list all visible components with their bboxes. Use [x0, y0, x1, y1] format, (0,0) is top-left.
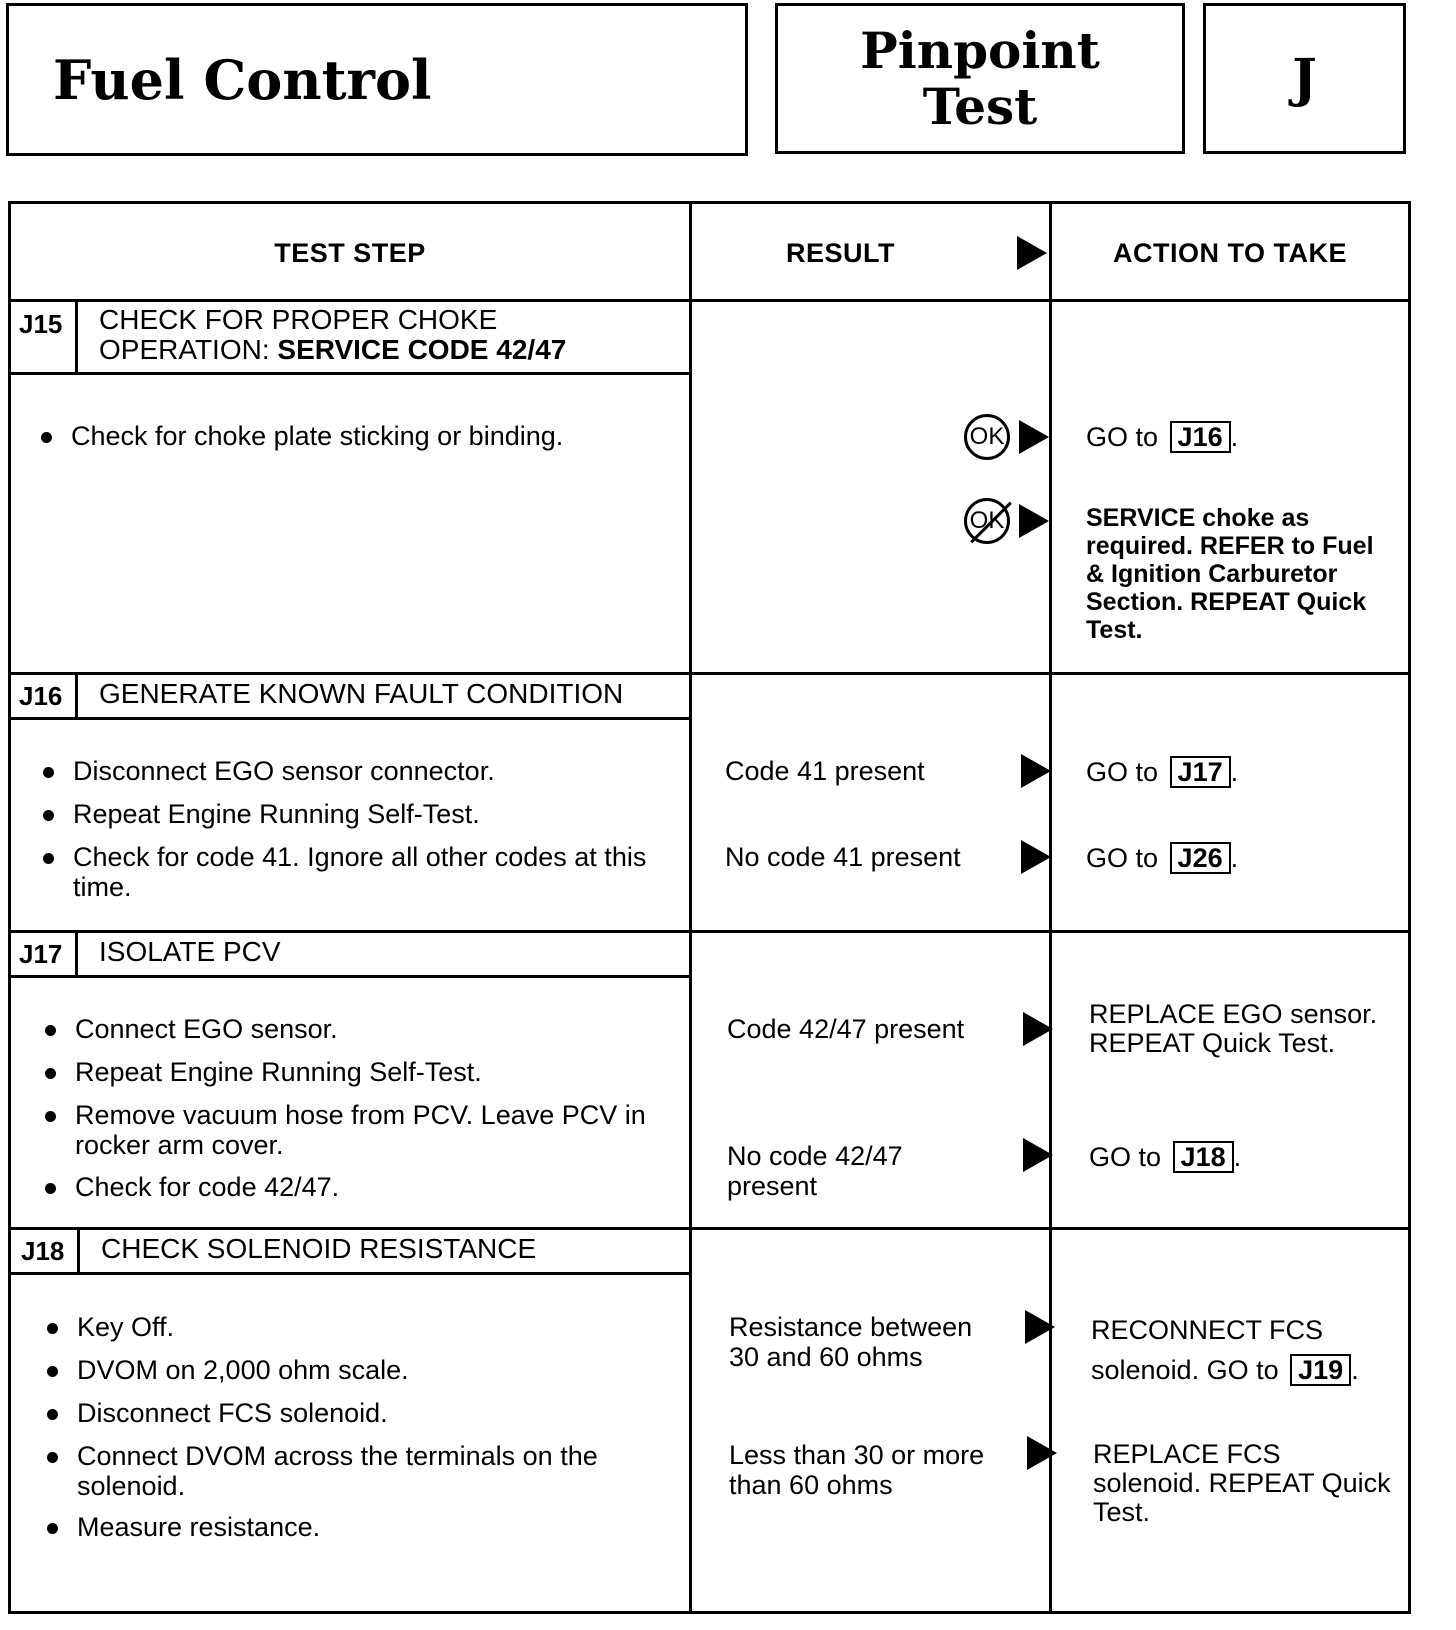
test-type-title	[860, 20, 1100, 136]
column-header-result	[692, 204, 1049, 302]
test-step-bullet: Measure resistance.	[47, 1512, 707, 1542]
service-code: SERVICE CODE 42/47	[277, 334, 567, 365]
step-id: J17	[19, 939, 63, 969]
not-ok-icon-label: OK	[969, 507, 1005, 534]
step-header-j17	[11, 930, 689, 978]
action-suffix: .	[1230, 843, 1239, 873]
result-text: Code 41 present	[725, 756, 925, 786]
result-arrow-icon	[1021, 754, 1051, 788]
step-title	[99, 305, 566, 365]
result-arrow-icon	[1017, 236, 1047, 270]
step-reference: J17	[1170, 756, 1231, 788]
test-step-bullet: Connect EGO sensor.	[45, 1014, 705, 1044]
action-text: SERVICE choke as required. REFER to Fuel & Ignition Carburetor Section. REPEAT Quick Test.	[1086, 504, 1374, 644]
test-step-bullet: Check for code 41. Ignore all other codes at this time.	[43, 842, 703, 902]
result-text: No code 41 present	[725, 842, 961, 872]
action-prefix: GO to	[1086, 843, 1159, 873]
result-text: Less than 30 or more than 60 ohms	[729, 1440, 985, 1500]
result-text: Code 42/47 present	[727, 1014, 965, 1044]
action-prefix: solenoid. GO to	[1091, 1355, 1279, 1385]
column-divider	[1049, 204, 1052, 1611]
step-reference: J19	[1290, 1354, 1351, 1386]
section-title: Fuel Control	[53, 47, 432, 112]
test-step-bullet: Repeat Engine Running Self-Test.	[43, 799, 703, 829]
step-id-divider	[75, 672, 78, 717]
column-header-action: ACTION TO TAKE	[1113, 237, 1347, 268]
step-reference: J18	[1173, 1141, 1234, 1173]
test-letter-box	[1203, 3, 1406, 154]
test-letter: J	[1292, 48, 1317, 109]
step-id-divider	[77, 1227, 80, 1272]
action-text	[1091, 1310, 1401, 1390]
result-arrow-icon	[1023, 1138, 1053, 1172]
step-reference: J26	[1170, 842, 1231, 874]
step-header-j16	[11, 672, 689, 720]
test-step-bullet: Remove vacuum hose from PCV. Leave PCV in rocker arm cover.	[45, 1100, 705, 1160]
test-type-box	[775, 3, 1185, 154]
ok-icon	[964, 414, 1010, 460]
action-suffix: .	[1351, 1355, 1359, 1385]
action-line1: RECONNECT FCS	[1091, 1315, 1324, 1345]
test-step-bullet: Check for code 42/47.	[45, 1172, 705, 1202]
section-title-box	[6, 3, 748, 156]
step-title-line1: CHECK FOR PROPER CHOKE	[99, 304, 498, 335]
action-suffix: .	[1230, 757, 1239, 787]
result-arrow-icon	[1019, 504, 1049, 538]
test-step-bullet: Disconnect EGO sensor connector.	[43, 756, 703, 786]
result-arrow-icon	[1025, 1310, 1055, 1344]
pinpoint-test-table	[8, 201, 1411, 1614]
step-id: J18	[21, 1236, 65, 1266]
step-reference: J16	[1170, 421, 1231, 453]
test-type-line2: Test	[922, 76, 1038, 136]
action-text: REPLACE FCS solenoid. REPEAT Quick Test.	[1093, 1439, 1391, 1527]
step-title: CHECK SOLENOID RESISTANCE	[101, 1233, 537, 1264]
result-arrow-icon	[1023, 1012, 1053, 1046]
test-step-bullet: Disconnect FCS solenoid.	[47, 1398, 707, 1428]
test-step-bullet: Repeat Engine Running Self-Test.	[45, 1057, 705, 1087]
result-text: Resistance between 30 and 60 ohms	[729, 1312, 973, 1372]
not-ok-icon	[964, 498, 1010, 544]
column-header-result-label: RESULT	[786, 237, 895, 268]
test-type-line1: Pinpoint	[860, 20, 1100, 80]
step-title: ISOLATE PCV	[99, 936, 281, 967]
step-title-line2: OPERATION:	[99, 334, 278, 365]
action-suffix: .	[1230, 422, 1239, 452]
step-id-divider	[75, 299, 78, 372]
step-id: J15	[19, 309, 63, 339]
ok-icon-label: OK	[969, 423, 1005, 450]
result-text: No code 42/47 present	[727, 1141, 903, 1201]
action-text: REPLACE EGO sensor. REPEAT Quick Test.	[1089, 999, 1378, 1058]
step-id-divider	[75, 930, 78, 975]
action-text	[1086, 421, 1238, 453]
column-header-test-step: TEST STEP	[274, 237, 426, 268]
action-text	[1089, 1141, 1241, 1173]
step-header-j18	[11, 1227, 689, 1275]
action-suffix: .	[1233, 1142, 1242, 1172]
test-step-bullet: Key Off.	[47, 1312, 707, 1342]
action-text	[1086, 756, 1238, 788]
test-step-bullet: DVOM on 2,000 ohm scale.	[47, 1355, 707, 1385]
result-arrow-icon	[1021, 840, 1051, 874]
step-header-j15	[11, 299, 689, 375]
action-prefix: GO to	[1089, 1142, 1162, 1172]
step-id: J16	[19, 681, 63, 711]
action-prefix: GO to	[1086, 422, 1159, 452]
test-step-bullet: Check for choke plate sticking or binding.	[41, 421, 701, 451]
action-text	[1086, 842, 1238, 874]
action-prefix: GO to	[1086, 757, 1159, 787]
step-title: GENERATE KNOWN FAULT CONDITION	[99, 678, 624, 709]
result-arrow-icon	[1019, 420, 1049, 454]
test-step-bullet: Connect DVOM across the terminals on the solenoid.	[47, 1441, 697, 1501]
result-arrow-icon	[1027, 1436, 1057, 1470]
